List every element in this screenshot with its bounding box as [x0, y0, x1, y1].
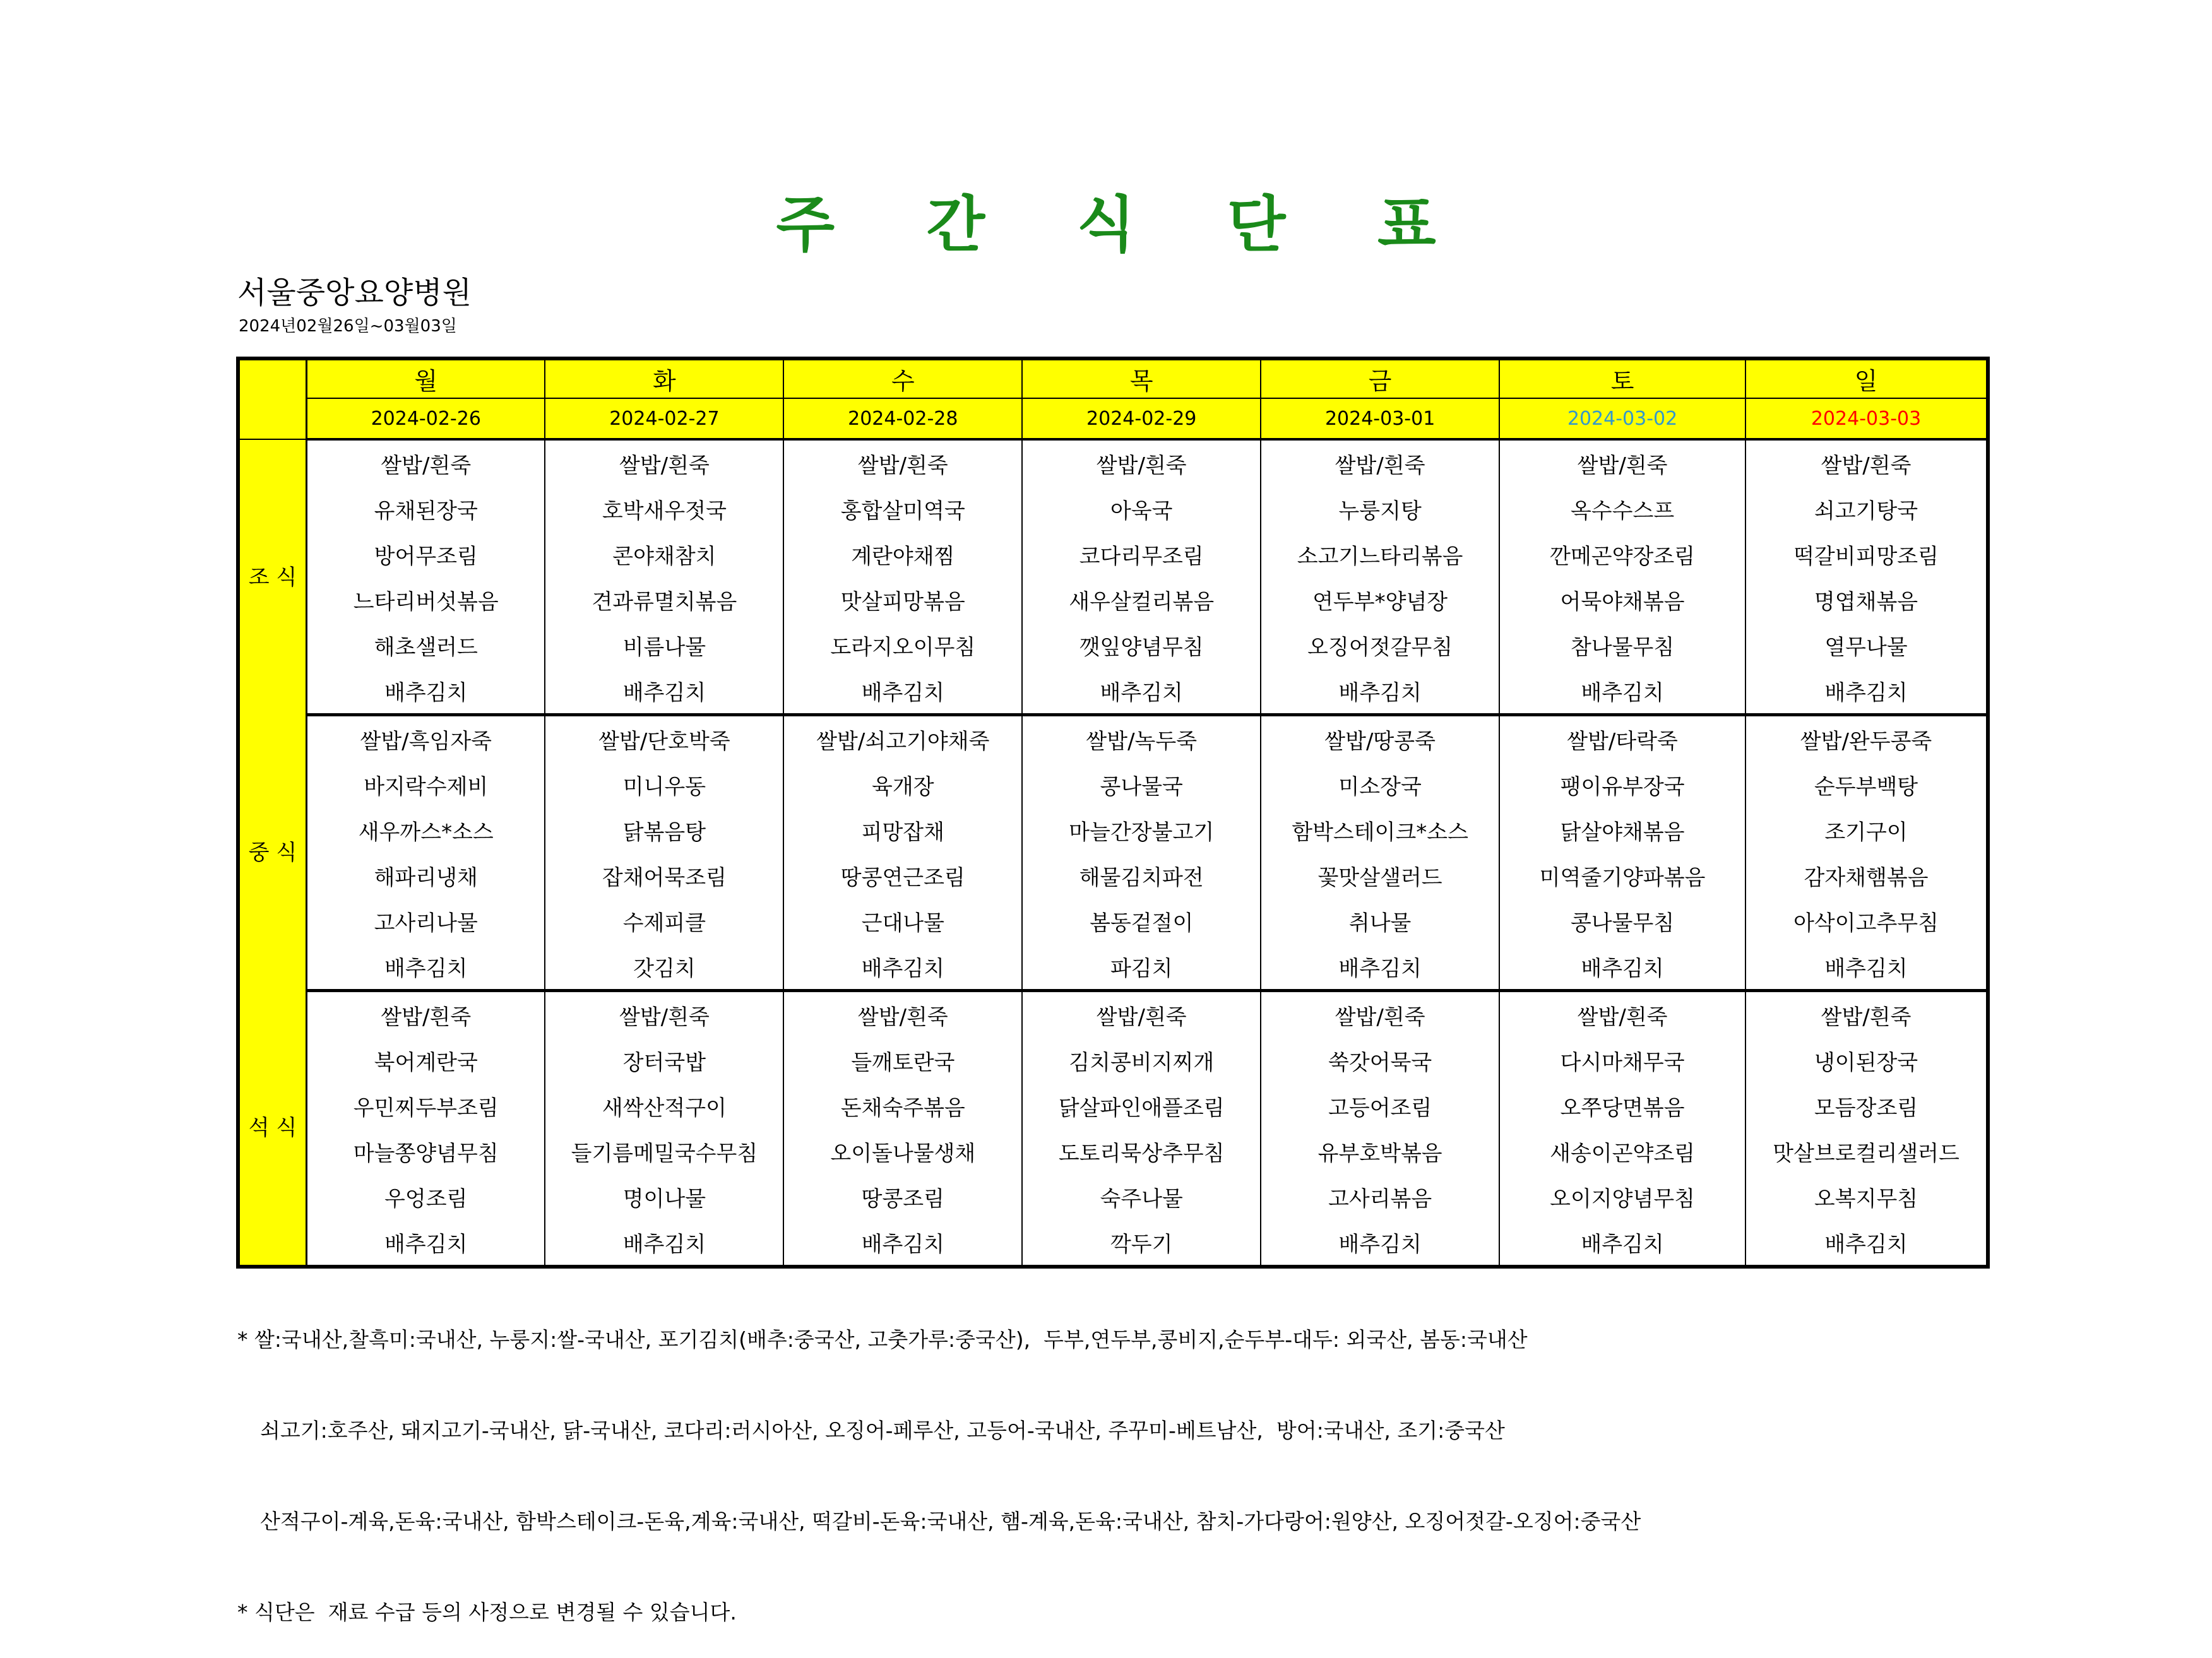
menu-item: 배추김치: [545, 668, 783, 715]
menu-period: 2024년02월26일~03월03일: [239, 317, 457, 336]
breakfast-row: [238, 531, 1988, 577]
menu-item: 배추김치: [1745, 944, 1988, 991]
menu-item: 배추김치: [307, 668, 545, 715]
menu-item: 오복지무침: [1745, 1174, 1988, 1219]
menu-item: 북어계란국: [307, 1038, 545, 1083]
menu-item: 어묵야채볶음: [1499, 577, 1745, 622]
date-sat: 2024-03-02: [1499, 398, 1745, 439]
menu-item: 수제피클: [545, 898, 783, 944]
menu-item: 배추김치: [783, 1219, 1022, 1267]
menu-item: 미역줄기양파볶음: [1499, 853, 1745, 898]
menu-item: 돈채숙주볶음: [783, 1083, 1022, 1128]
menu-item: 잡채어묵조림: [545, 853, 783, 898]
menu-item: 해초샐러드: [307, 622, 545, 668]
menu-item: 코다리무조림: [1022, 531, 1261, 577]
menu-item: 함박스테이크*소스: [1261, 807, 1499, 853]
breakfast-row: [238, 486, 1988, 531]
menu-item: 쌀밥/흰죽: [307, 991, 545, 1038]
menu-item: 쌀밥/흰죽: [307, 439, 545, 486]
menu-item: 명엽채볶음: [1745, 577, 1988, 622]
menu-item: 새송이곤약조림: [1499, 1128, 1745, 1174]
menu-item: 아삭이고추무침: [1745, 898, 1988, 944]
menu-item: 깻잎양념무침: [1022, 622, 1261, 668]
breakfast-label: 조 식: [238, 439, 307, 715]
day-label-mon: 월: [307, 358, 545, 398]
menu-item: 계란야채찜: [783, 531, 1022, 577]
menu-item: 방어무조림: [307, 531, 545, 577]
footnote-origin-3: 산적구이-계육,돈육:국내산, 함박스테이크-돈육,계육:국내산, 떡갈비-돈육:국내산, 햄-계육,돈육:국내산, 참치-가다랑어:원양산, 오징어젓갈-오징어:중국산: [260, 1509, 1641, 1534]
menu-item: 쌀밥/흑임자죽: [307, 715, 545, 762]
day-label-tue: 화: [545, 358, 783, 398]
date-thu: 2024-02-29: [1022, 398, 1261, 439]
menu-item: 쌀밥/흰죽: [545, 991, 783, 1038]
date-header-row: [238, 398, 1988, 439]
menu-item: 고등어조림: [1261, 1083, 1499, 1128]
menu-item: 오쭈당면볶음: [1499, 1083, 1745, 1128]
menu-item: 배추김치: [1745, 1219, 1988, 1267]
menu-item: 쌀밥/흰죽: [783, 439, 1022, 486]
menu-item: 마늘쫑양념무침: [307, 1128, 545, 1174]
menu-item: 미소장국: [1261, 762, 1499, 807]
menu-item: 명이나물: [545, 1174, 783, 1219]
menu-item: 도토리묵상추무침: [1022, 1128, 1261, 1174]
menu-item: 쌀밥/흰죽: [1499, 991, 1745, 1038]
dinner-row: [238, 1219, 1988, 1267]
menu-item: 깐메곤약장조림: [1499, 531, 1745, 577]
menu-item: 콩나물무침: [1499, 898, 1745, 944]
menu-item: 취나물: [1261, 898, 1499, 944]
menu-item: 고사리볶음: [1261, 1174, 1499, 1219]
menu-item: 쌀밥/흰죽: [1022, 439, 1261, 486]
menu-item: 근대나물: [783, 898, 1022, 944]
breakfast-row: [238, 668, 1988, 715]
menu-item: 오이돌나물생채: [783, 1128, 1022, 1174]
menu-item: 쑥갓어묵국: [1261, 1038, 1499, 1083]
menu-item: 쌀밥/흰죽: [1745, 439, 1988, 486]
menu-item: 다시마채무국: [1499, 1038, 1745, 1083]
menu-item: 쌀밥/타락죽: [1499, 715, 1745, 762]
date-wed: 2024-02-28: [783, 398, 1022, 439]
menu-item: 파김치: [1022, 944, 1261, 991]
menu-item: 쌀밥/녹두죽: [1022, 715, 1261, 762]
menu-item: 소고기느타리볶음: [1261, 531, 1499, 577]
day-label-sat: 토: [1499, 358, 1745, 398]
menu-item: 쌀밥/흰죽: [1261, 439, 1499, 486]
menu-item: 유채된장국: [307, 486, 545, 531]
menu-item: 배추김치: [783, 944, 1022, 991]
menu-item: 깍두기: [1022, 1219, 1261, 1267]
menu-item: 우민찌두부조림: [307, 1083, 545, 1128]
menu-item: 닭살야채볶음: [1499, 807, 1745, 853]
menu-item: 마늘간장불고기: [1022, 807, 1261, 853]
hospital-name: 서울중앙요양병원: [237, 275, 472, 311]
menu-item: 배추김치: [1745, 668, 1988, 715]
lunch-label: 중 식: [238, 715, 307, 991]
page-title: 주 간 식 단 표: [776, 189, 1472, 260]
menu-item: 배추김치: [307, 1219, 545, 1267]
dinner-row: [238, 1128, 1988, 1174]
menu-item: 연두부*양념장: [1261, 577, 1499, 622]
menu-item: 배추김치: [1261, 1219, 1499, 1267]
day-label-fri: 금: [1261, 358, 1499, 398]
menu-item: 숙주나물: [1022, 1174, 1261, 1219]
menu-item: 홍합살미역국: [783, 486, 1022, 531]
menu-item: 갓김치: [545, 944, 783, 991]
menu-item: 들깨토란국: [783, 1038, 1022, 1083]
menu-item: 육개장: [783, 762, 1022, 807]
menu-item: 김치콩비지찌개: [1022, 1038, 1261, 1083]
menu-item: 새우살컬리볶음: [1022, 577, 1261, 622]
lunch-row: [238, 853, 1988, 898]
menu-item: 냉이된장국: [1745, 1038, 1988, 1083]
menu-item: 쌀밥/흰죽: [545, 439, 783, 486]
menu-item: 견과류멸치볶음: [545, 577, 783, 622]
menu-item: 누룽지탕: [1261, 486, 1499, 531]
dinner-row: [238, 991, 1988, 1038]
menu-item: 쌀밥/흰죽: [1022, 991, 1261, 1038]
menu-item: 느타리버섯볶음: [307, 577, 545, 622]
corner-cell: [238, 358, 307, 439]
menu-item: 해물김치파전: [1022, 853, 1261, 898]
menu-item: 배추김치: [1499, 668, 1745, 715]
menu-item: 쌀밥/흰죽: [1745, 991, 1988, 1038]
lunch-row: [238, 715, 1988, 762]
menu-item: 봄동겉절이: [1022, 898, 1261, 944]
menu-item: 바지락수제비: [307, 762, 545, 807]
lunch-row: [238, 807, 1988, 853]
menu-item: 오징어젓갈무침: [1261, 622, 1499, 668]
weekly-menu-table: [236, 357, 1990, 1269]
menu-item: 배추김치: [545, 1219, 783, 1267]
menu-item: 쇠고기탕국: [1745, 486, 1988, 531]
footnotes: [237, 1264, 1641, 1658]
menu-item: 비름나물: [545, 622, 783, 668]
menu-item: 유부호박볶음: [1261, 1128, 1499, 1174]
menu-item: 열무나물: [1745, 622, 1988, 668]
menu-item: 해파리냉채: [307, 853, 545, 898]
menu-item: 쌀밥/단호박죽: [545, 715, 783, 762]
menu-item: 피망잡채: [783, 807, 1022, 853]
menu-item: 쌀밥/땅콩죽: [1261, 715, 1499, 762]
date-mon: 2024-02-26: [307, 398, 545, 439]
day-label-sun: 일: [1745, 358, 1988, 398]
menu-item: 배추김치: [1261, 944, 1499, 991]
menu-item: 감자채햄볶음: [1745, 853, 1988, 898]
menu-item: 팽이유부장국: [1499, 762, 1745, 807]
day-header-row: [238, 358, 1988, 398]
menu-item: 조기구이: [1745, 807, 1988, 853]
menu-item: 아욱국: [1022, 486, 1261, 531]
menu-item: 배추김치: [1022, 668, 1261, 715]
menu-item: 호박새우젓국: [545, 486, 783, 531]
menu-item: 배추김치: [1261, 668, 1499, 715]
menu-item: 쌀밥/흰죽: [1499, 439, 1745, 486]
footnote-origin-1: * 쌀:국내산,찰흑미:국내산, 누룽지:쌀-국내산, 포기김치(배추:중국산, 고춧가루:중국산), 두부,연두부,콩비지,순두부-대두: 외국산, 봄동:국내산: [237, 1327, 1528, 1352]
date-sun: 2024-03-03: [1745, 398, 1988, 439]
menu-item: 땅콩연근조림: [783, 853, 1022, 898]
menu-item: 쌀밥/흰죽: [783, 991, 1022, 1038]
menu-item: 순두부백탕: [1745, 762, 1988, 807]
menu-item: 쌀밥/쇠고기야채죽: [783, 715, 1022, 762]
menu-item: 쌀밥/완두콩죽: [1745, 715, 1988, 762]
dinner-row: [238, 1174, 1988, 1219]
lunch-row: [238, 944, 1988, 991]
menu-item: 닭볶음탕: [545, 807, 783, 853]
menu-item: 장터국밥: [545, 1038, 783, 1083]
menu-item: 참나물무침: [1499, 622, 1745, 668]
menu-item: 옥수수스프: [1499, 486, 1745, 531]
lunch-row: [238, 898, 1988, 944]
dinner-label: 석 식: [238, 991, 307, 1267]
menu-item: 새우까스*소스: [307, 807, 545, 853]
menu-item: 오이지양념무침: [1499, 1174, 1745, 1219]
menu-item: 쌀밥/흰죽: [1261, 991, 1499, 1038]
menu-item: 꽃맛살샐러드: [1261, 853, 1499, 898]
menu-item: 고사리나물: [307, 898, 545, 944]
menu-item: 콩나물국: [1022, 762, 1261, 807]
menu-item: 떡갈비피망조림: [1745, 531, 1988, 577]
menu-item: 도라지오이무침: [783, 622, 1022, 668]
breakfast-row: [238, 577, 1988, 622]
footnote-disclaimer: * 식단은 재료 수급 등의 사정으로 변경될 수 있습니다.: [237, 1600, 737, 1625]
breakfast-row: [238, 622, 1988, 668]
date-fri: 2024-03-01: [1261, 398, 1499, 439]
menu-item: 우엉조림: [307, 1174, 545, 1219]
day-label-wed: 수: [783, 358, 1022, 398]
menu-item: 모듬장조림: [1745, 1083, 1988, 1128]
menu-item: 콘야채참치: [545, 531, 783, 577]
menu-item: 배추김치: [1499, 1219, 1745, 1267]
menu-item: 닭살파인애플조림: [1022, 1083, 1261, 1128]
menu-item: 배추김치: [1499, 944, 1745, 991]
day-label-thu: 목: [1022, 358, 1261, 398]
menu-item: 땅콩조림: [783, 1174, 1022, 1219]
lunch-row: [238, 762, 1988, 807]
menu-item: 들기름메밀국수무침: [545, 1128, 783, 1174]
dinner-row: [238, 1083, 1988, 1128]
menu-item: 새싹산적구이: [545, 1083, 783, 1128]
dinner-row: [238, 1038, 1988, 1083]
menu-item: 미니우동: [545, 762, 783, 807]
menu-item: 배추김치: [783, 668, 1022, 715]
footnote-origin-2: 쇠고기:호주산, 돼지고기-국내산, 닭-국내산, 코다리:러시아산, 오징어-페루산, 고등어-국내산, 주꾸미-베트남산, 방어:국내산, 조기:중국산: [260, 1418, 1505, 1443]
date-tue: 2024-02-27: [545, 398, 783, 439]
menu-item: 맛살브로컬리샐러드: [1745, 1128, 1988, 1174]
menu-item: 맛살피망볶음: [783, 577, 1022, 622]
menu-item: 배추김치: [307, 944, 545, 991]
breakfast-row: [238, 439, 1988, 486]
